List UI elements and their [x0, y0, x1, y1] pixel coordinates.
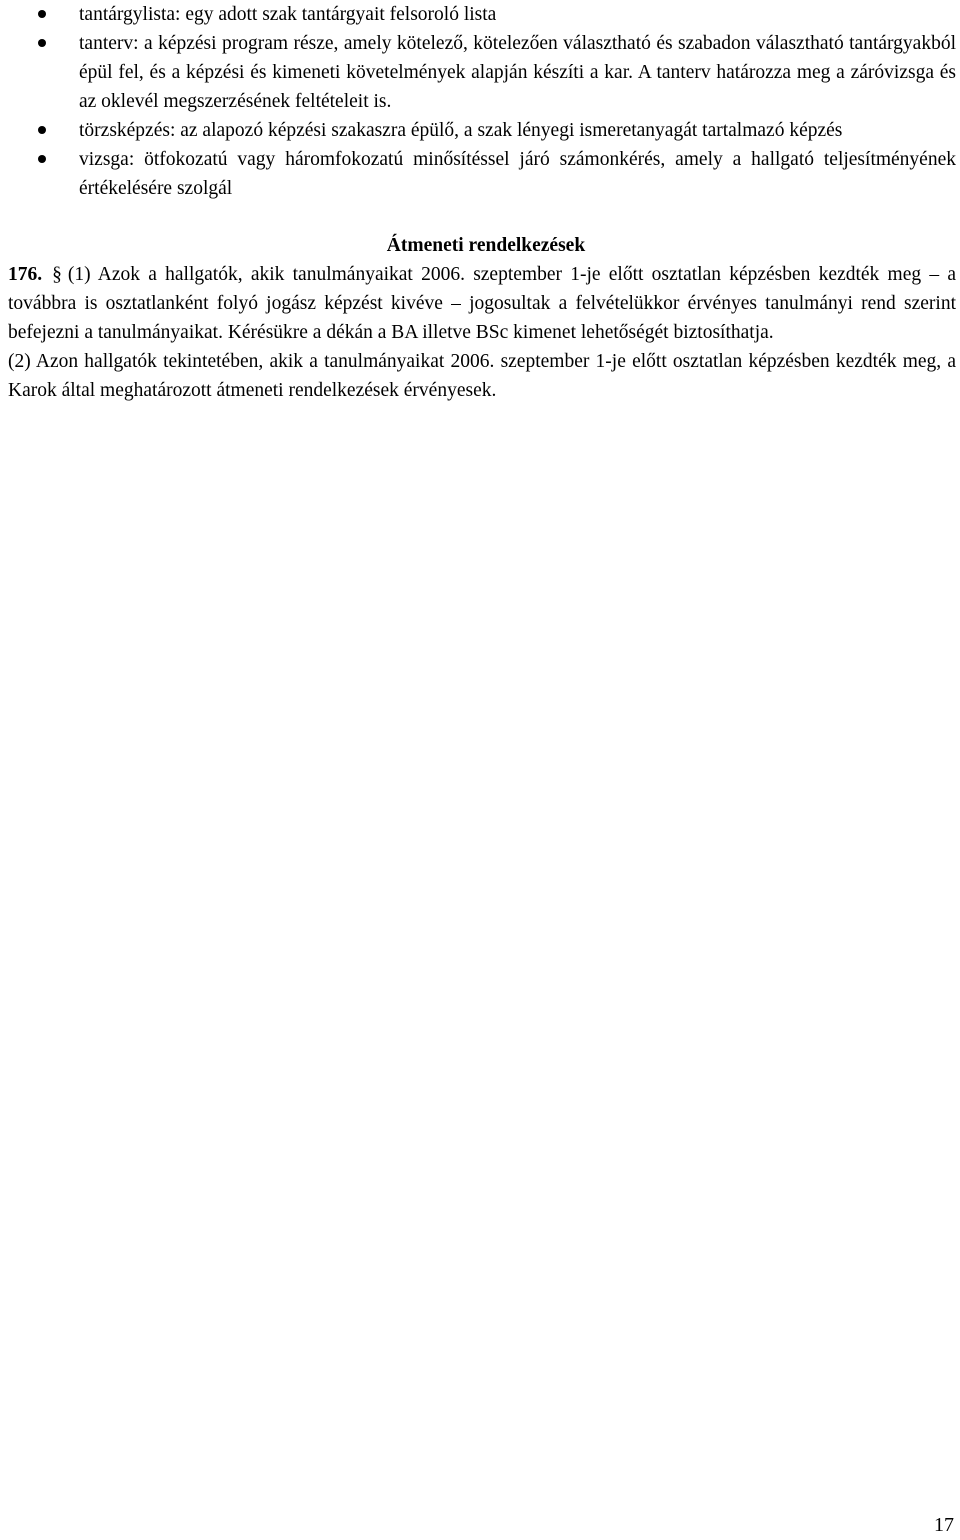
section-paragraph-1	[8, 260, 956, 347]
document-page	[8, 0, 956, 405]
bullet-icon	[38, 126, 46, 134]
bullet-icon	[38, 39, 46, 47]
paragraph-2-text: (2) Azon hallgatók tekintetében, akik a tanulmányaikat 2006. szeptember 1-je előtt osztatlan képzésben kezdték meg, a Karok által meghatározott átmeneti rendelkezések érvényesek.	[8, 351, 956, 401]
definition-text: tantárgylista: egy adott szak tantárgyait felsoroló lista	[79, 4, 497, 25]
paragraph-1-text: (1) Azok a hallgatók, akik tanulmányaikat 2006. szeptember 1-je előtt osztatlan képzésben kezdték meg – a továbbra is osztatlanként folyó jogász képzést kivéve – jogosultak a felvételükkor érvényes tanulmányi rend szerint befejezni a tanulmányaikat. Kérésükre a dékán a BA illetve BSc kimenet lehetőségét biztosíthatja.	[8, 264, 956, 343]
definition-text: törzsképzés: az alapozó képzési szakaszra épülő, a szak lényegi ismeretanyagát tartalmazó képzés	[79, 120, 843, 141]
definition-text: tanterv: a képzési program része, amely kötelező, kötelezően választható és szabadon választható tantárgyakból épül fel, és a képzési és kimeneti követelmények alapján készíti a kar. A tanterv határozza meg a záróvizsga és az oklevél megszerzésének feltételeit is.	[79, 33, 956, 112]
page-number: 17	[934, 1514, 954, 1536]
bullet-icon	[38, 10, 46, 18]
definition-item	[8, 116, 956, 145]
definition-item	[8, 29, 956, 116]
bullet-icon	[38, 155, 46, 163]
definition-item	[8, 0, 956, 29]
section-heading: Átmeneti rendelkezések	[386, 235, 586, 256]
definition-item	[8, 145, 956, 203]
section-number: 176.	[8, 264, 43, 285]
section-paragraph-2	[8, 347, 956, 405]
section-symbol: §	[52, 264, 62, 285]
definition-text: vizsga: ötfokozatú vagy háromfokozatú minősítéssel járó számonkérés, amely a hallgató teljesítményének értékelésére szolgál	[79, 149, 956, 199]
definitions-list	[8, 0, 956, 203]
